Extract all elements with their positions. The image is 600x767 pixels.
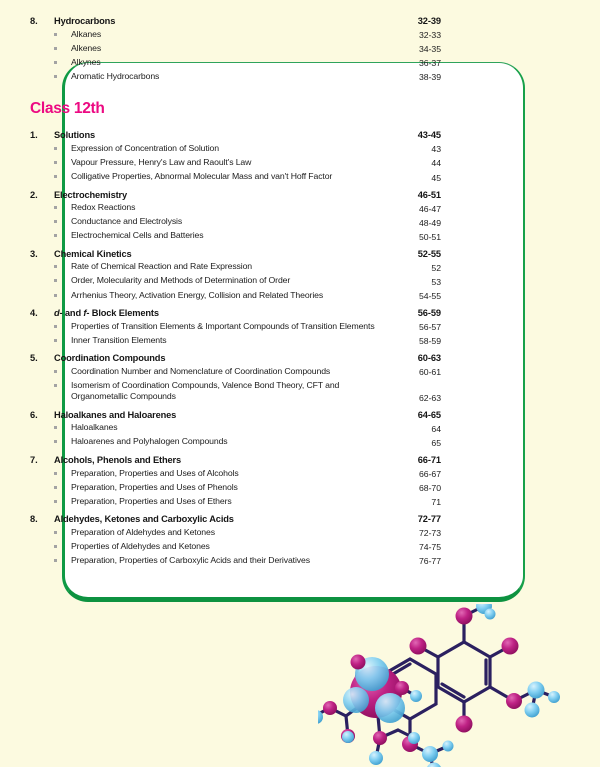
- chapter-number: 3.: [30, 248, 38, 259]
- chapter-number: 8.: [30, 514, 38, 525]
- chapter-pages: 66-71: [417, 454, 441, 465]
- topic-row: [30, 321, 441, 332]
- topic-title: Preparation, Properties and Uses of Phenols: [71, 481, 238, 492]
- bullet-icon: [54, 368, 71, 375]
- chapter-title: Coordination Compounds: [54, 353, 166, 364]
- topic-row: [30, 482, 441, 493]
- topic-title: Preparation, Properties of Carboxylic Acids and their Derivatives: [71, 554, 310, 565]
- topic-title: Properties of Aldehydes and Ketones: [71, 540, 210, 551]
- chapter-pages: 32-39: [417, 16, 441, 26]
- topic-pages: 66-67: [419, 469, 441, 480]
- topic-pages: 32-33: [419, 30, 441, 41]
- topic-row: [30, 422, 441, 433]
- chapter-number: 7.: [30, 454, 38, 465]
- topic-row: [30, 143, 441, 154]
- topic-title: Aromatic Hydrocarbons: [71, 70, 160, 81]
- chapter-row: [30, 190, 441, 200]
- topic-title: Preparation, Properties and Uses of Alcohols: [71, 467, 239, 478]
- bullet-icon: [54, 438, 71, 445]
- topic-row: [30, 527, 441, 538]
- topic-pages: 64: [431, 423, 441, 434]
- topic-title: Inner Transition Elements: [71, 334, 167, 345]
- bullet-icon: [54, 73, 71, 80]
- topic-title: Properties of Transition Elements & Important Compounds of Transition Elements: [71, 320, 375, 331]
- chapter-title: d- and f- Block Elements: [54, 308, 159, 319]
- topic-pages: 60-61: [419, 367, 441, 378]
- chapter-list: [30, 130, 441, 566]
- bullet-icon: [54, 557, 71, 564]
- chapter-row: [30, 353, 441, 363]
- chapter-row: [30, 455, 441, 465]
- topic-title: Coordination Number and Nomenclature of Coordination Compounds: [71, 365, 331, 376]
- topic-row: [30, 171, 441, 182]
- bullet-icon: [54, 529, 71, 536]
- chapter-number: 1.: [30, 130, 38, 141]
- topic-title: Rate of Chemical Reaction and Rate Expression: [71, 261, 252, 272]
- topic-row: [30, 29, 441, 40]
- topic-pages: 48-49: [419, 217, 441, 228]
- topic-title: Preparation of Aldehydes and Ketones: [71, 526, 215, 537]
- topic-pages: 43: [431, 144, 441, 155]
- topic-pages: 53: [431, 276, 441, 287]
- topic-row: [30, 290, 441, 301]
- chapter-row: [30, 130, 441, 140]
- class-section-heading: Class 12th: [30, 100, 105, 118]
- topic-title: Expression of Concentration of Solution: [71, 142, 219, 153]
- topic-title: Alkynes: [71, 56, 101, 67]
- topic-title: Alkanes: [71, 28, 102, 39]
- chapter-row: [30, 308, 441, 318]
- bullet-icon: [54, 470, 71, 477]
- bullet-icon: [54, 498, 71, 505]
- bullet-icon: [54, 382, 71, 389]
- chapter-row: [30, 16, 441, 26]
- chapter-row: [30, 410, 441, 420]
- topic-row: [30, 43, 441, 54]
- topic-title: Preparation, Properties and Uses of Ethers: [71, 495, 232, 506]
- topic-pages: 36-37: [419, 58, 441, 69]
- chapter-title: Electrochemistry: [54, 189, 128, 200]
- topic-row: [30, 335, 441, 346]
- topic-title: Electrochemical Cells and Batteries: [71, 230, 204, 241]
- topic-row: [30, 157, 441, 168]
- topic-row: [30, 380, 441, 403]
- bullet-icon: [54, 232, 71, 239]
- bullet-icon: [54, 277, 71, 284]
- chapter-pages: 52-55: [417, 248, 441, 259]
- bullet-icon: [54, 31, 71, 38]
- topic-row: [30, 496, 441, 507]
- topic-pages: 45: [431, 172, 441, 183]
- topic-title: Colligative Properties, Abnormal Molecular Mass and van't Hoff Factor: [71, 171, 333, 182]
- continued-chapter-block: [30, 16, 441, 82]
- topic-row: [30, 230, 441, 241]
- topic-pages: 58-59: [419, 336, 441, 347]
- chapter-pages: 60-63: [417, 353, 441, 364]
- topic-row: [30, 57, 441, 68]
- chapter-title: Aldehydes, Ketones and Carboxylic Acids: [54, 514, 234, 525]
- bullet-icon: [54, 145, 71, 152]
- chapter-title: Chemical Kinetics: [54, 248, 132, 259]
- topic-pages: 65: [431, 437, 441, 448]
- topic-pages: 50-51: [419, 231, 441, 242]
- topic-row: [30, 261, 441, 272]
- topic-pages: 34-35: [419, 44, 441, 55]
- bullet-icon: [54, 218, 71, 225]
- topic-title: Alkenes: [71, 42, 102, 53]
- topic-title: Haloarenes and Polyhalogen Compounds: [71, 436, 228, 447]
- topic-title: Haloalkanes: [71, 422, 118, 433]
- bullet-icon: [54, 543, 71, 550]
- chapter-pages: 46-51: [417, 189, 441, 200]
- bullet-icon: [54, 45, 71, 52]
- bullet-icon: [54, 59, 71, 66]
- chapter-title: Haloalkanes and Haloarenes: [54, 409, 177, 420]
- chapter-number: 5.: [30, 353, 38, 364]
- topic-row: [30, 202, 441, 213]
- topic-pages: 62-63: [419, 392, 441, 403]
- topic-pages: 56-57: [419, 322, 441, 333]
- topic-title: Order, Molecularity and Methods of Determination of Order: [71, 275, 291, 286]
- topic-row: [30, 541, 441, 552]
- topic-pages: 38-39: [419, 72, 441, 83]
- topic-pages: 76-77: [419, 556, 441, 567]
- topic-row: [30, 275, 441, 286]
- topic-pages: 44: [431, 158, 441, 169]
- topic-pages: 68-70: [419, 483, 441, 494]
- topic-pages: 74-75: [419, 542, 441, 553]
- bullet-icon: [54, 173, 71, 180]
- chapter-pages: 56-59: [417, 308, 441, 319]
- bullet-icon: [54, 424, 71, 431]
- chapter-title: Solutions: [54, 130, 95, 141]
- chapter-row: [30, 514, 441, 524]
- chapter-row: [30, 249, 441, 259]
- topic-title: Conductance and Electrolysis: [71, 216, 183, 227]
- bullet-icon: [54, 292, 71, 299]
- chapter-title: Alcohols, Phenols and Ethers: [54, 454, 182, 465]
- bullet-icon: [54, 337, 71, 344]
- topic-row: [30, 216, 441, 227]
- topic-title: Redox Reactions: [71, 202, 136, 213]
- topic-pages: 72-73: [419, 528, 441, 539]
- chapter-title: Hydrocarbons: [54, 16, 116, 26]
- molecular-structure-illustration: [318, 604, 600, 767]
- chapter-number: 2.: [30, 189, 38, 200]
- bullet-icon: [54, 323, 71, 330]
- topic-title: Vapour Pressure, Henry's Law and Raoult's Law: [71, 156, 252, 167]
- chapter-number: 8.: [30, 16, 38, 26]
- topic-pages: 46-47: [419, 203, 441, 214]
- chapter-number: 4.: [30, 308, 38, 319]
- bullet-icon: [54, 263, 71, 270]
- topic-pages: 71: [431, 497, 441, 508]
- bullet-icon: [54, 484, 71, 491]
- topic-row: [30, 436, 441, 447]
- chapter-pages: 72-77: [417, 514, 441, 525]
- topic-row: [30, 468, 441, 479]
- topic-title: Isomerism of Coordination Compounds, Valence Bond Theory, CFT and Organometallic Compounds: [71, 379, 340, 402]
- chapter-number: 6.: [30, 409, 38, 420]
- bullet-icon: [54, 204, 71, 211]
- chapter-pages: 64-65: [417, 409, 441, 420]
- topic-title: Arrhenius Theory, Activation Energy, Collision and Related Theories: [71, 289, 324, 300]
- topic-row: [30, 71, 441, 82]
- topic-row: [30, 555, 441, 566]
- bullet-icon: [54, 159, 71, 166]
- topic-pages: 54-55: [419, 291, 441, 302]
- topic-pages: 52: [431, 262, 441, 273]
- topic-row: [30, 366, 441, 377]
- chapter-pages: 43-45: [417, 130, 441, 141]
